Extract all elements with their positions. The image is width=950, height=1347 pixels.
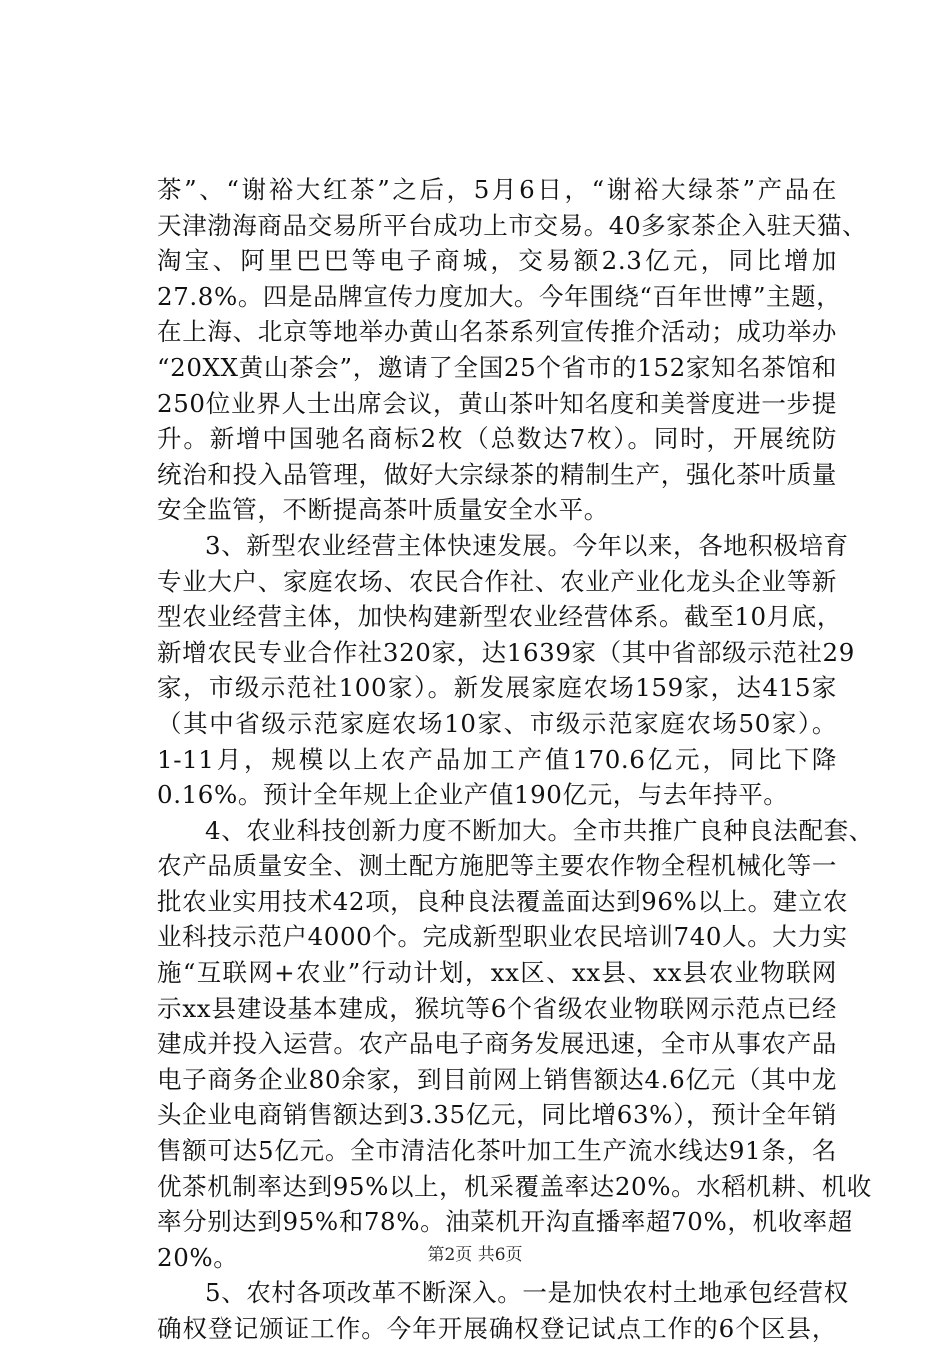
text-line: 专业大户、家庭农场、农民合作社、农业产业化龙头企业等新 bbox=[157, 566, 837, 596]
text-line: 电子商务企业80余家，到目前网上销售额达4.6亿元（其中龙 bbox=[157, 1064, 837, 1094]
text-line: 业科技示范户4000个。完成新型职业农民培训740人。大力实 bbox=[157, 922, 848, 952]
text-line: 27.8%。四是品牌宣传力度加大。今年围绕“百年世博”主题， bbox=[157, 281, 842, 311]
text-line: 确权登记颁证工作。今年开展确权登记试点工作的6个区县， bbox=[157, 1314, 837, 1343]
paragraph-start-line: 3、新型农业经营主体快速发展。今年以来，各地积极培育 bbox=[205, 530, 849, 560]
text-line: （其中省级示范家庭农场10家、市级示范家庭农场50家）。 bbox=[157, 708, 837, 738]
text-line: 250位业界人士出席会议，黄山茶叶知名度和美誉度进一步提 bbox=[157, 388, 837, 418]
body-text bbox=[157, 172, 874, 1347]
text-line: 头企业电商销售额达到3.35亿元，同比增63%），预计全年销 bbox=[157, 1100, 837, 1130]
page-footer: 第2页 共6页 bbox=[427, 1245, 523, 1265]
text-line: 1-11月，规模以上农产品加工产值170.6亿元，同比下降 bbox=[157, 744, 837, 774]
text-line: 率分别达到95%和78%。油菜机开沟直播率超70%，机收率超 bbox=[157, 1207, 853, 1237]
text-line: 20%。 bbox=[157, 1242, 239, 1272]
text-line: 售额可达5亿元。全市清洁化茶叶加工生产流水线达91条，名 bbox=[157, 1136, 837, 1166]
text-line: 在上海、北京等地举办黄山名茶系列宣传推介活动；成功举办 bbox=[157, 317, 837, 347]
text-line: 批农业实用技术42项，良种良法覆盖面达到96%以上。建立农 bbox=[157, 886, 849, 916]
text-line: 家，市级示范社100家）。新发展家庭农场159家，达415家 bbox=[157, 673, 837, 703]
text-line: 统治和投入品管理，做好大宗绿茶的精制生产，强化茶叶质量 bbox=[157, 459, 837, 489]
text-line: 施“互联网+农业”行动计划，xx区、xx县、xx县农业物联网 bbox=[157, 958, 837, 988]
text-line: 示xx县建设基本建成，猴坑等6个省级农业物联网示范点已经 bbox=[157, 993, 837, 1023]
text-line: 农产品质量安全、测土配方施肥等主要农作物全程机械化等一 bbox=[157, 851, 837, 881]
text-line: 茶”、“谢裕大红茶”之后，5月6日，“谢裕大绿茶”产品在 bbox=[157, 175, 837, 204]
text-line: 天津渤海商品交易所平台成功上市交易。40多家茶企入驻天猫、 bbox=[157, 210, 868, 240]
text-line: 型农业经营主体，加快构建新型农业经营体系。截至10月底， bbox=[157, 602, 842, 632]
text-line: 0.16%。预计全年规上企业产值190亿元，与去年持平。 bbox=[157, 780, 789, 810]
text-line: 升。新增中国驰名商标2枚（总数达7枚）。同时，开展统防 bbox=[157, 424, 837, 454]
paragraph-start-line: 4、农业科技创新力度不断加大。全市共推广良种良法配套、 bbox=[205, 815, 874, 845]
text-line: 淘宝、阿里巴巴等电子商城，交易额2.3亿元，同比增加 bbox=[157, 246, 837, 276]
text-line: 建成并投入运营。农产品电子商务发展迅速，全市从事农产品 bbox=[157, 1029, 837, 1059]
text-line: 新增农民专业合作社320家，达1639家（其中省部级示范社29 bbox=[157, 637, 855, 667]
text-line: 安全监管，不断提高茶叶质量安全水平。 bbox=[157, 495, 609, 525]
paragraph-start-line: 5、农村各项改革不断深入。一是加快农村土地承包经营权 bbox=[205, 1278, 849, 1308]
text-line: “20XX黄山茶会”，邀请了全国25个省市的152家知名茶馆和 bbox=[157, 352, 837, 382]
text-line: 优茶机制率达到95%以上，机采覆盖率达20%。水稻机耕、机收 bbox=[157, 1171, 872, 1201]
